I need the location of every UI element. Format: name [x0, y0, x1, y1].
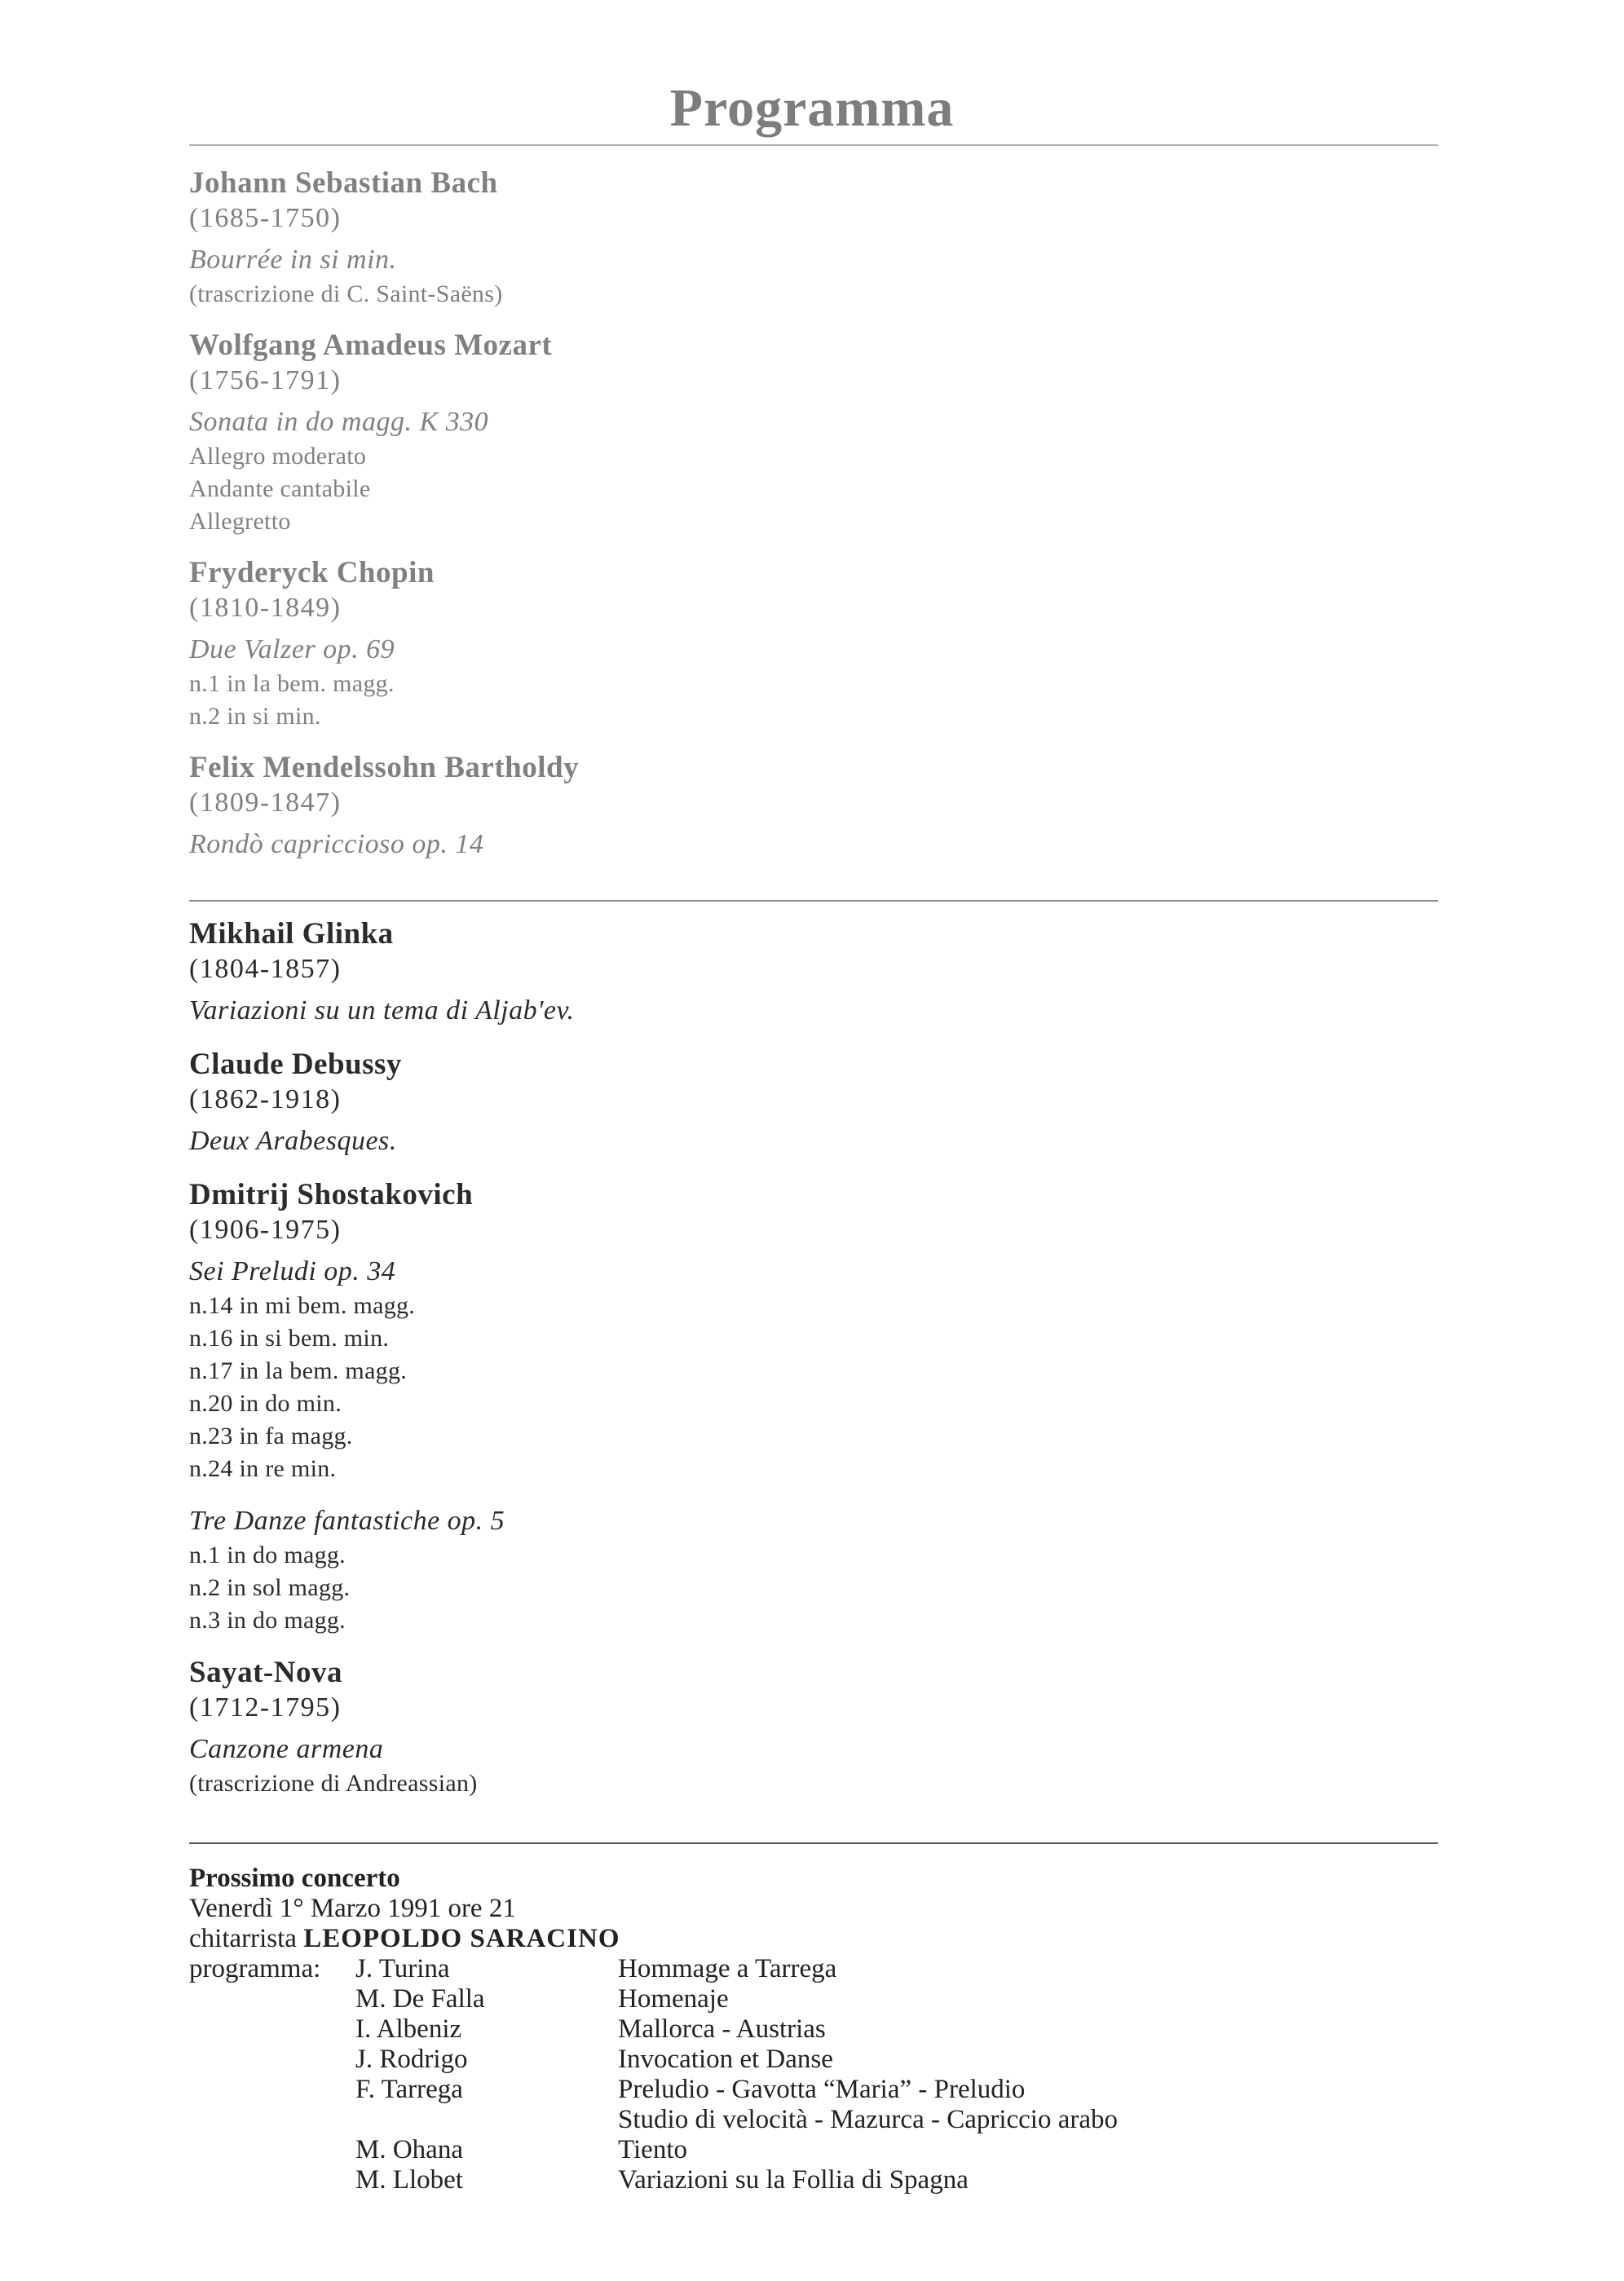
- programme-part-2: [189, 916, 1412, 1818]
- programme-row: [189, 2105, 1453, 2135]
- next-concert-performer: [189, 1924, 1453, 1954]
- next-concert-date: Venerdì 1° Marzo 1991 ore 21: [189, 1894, 516, 1923]
- divider-bottom: [189, 1842, 1438, 1844]
- programme-piece: Studio di velocità - Mazurca - Capriccio arabo: [618, 2105, 1119, 2134]
- programme-composer: J. Turina: [355, 1954, 450, 1983]
- work-title: Due Valzer op. 69: [189, 634, 395, 664]
- programme-label: programma:: [189, 1954, 321, 1983]
- composer-name: Mikhail Glinka: [189, 917, 394, 951]
- work-title: Canzone armena: [189, 1734, 384, 1764]
- work-title: Tre Danze fantastiche op. 5: [189, 1506, 505, 1536]
- composer-dates: (1756-1791): [189, 365, 342, 395]
- work-title: Deux Arabesques.: [189, 1126, 397, 1156]
- composer-name: Fryderyck Chopin: [189, 556, 435, 589]
- work-block: [189, 1123, 1412, 1159]
- programme-entry: [189, 328, 1412, 538]
- composer-name: Sayat-Nova: [189, 1656, 342, 1689]
- work-block: [189, 404, 1412, 538]
- programme-row: [189, 2135, 1453, 2165]
- composer-dates: (1712-1795): [189, 1692, 342, 1723]
- programme-part-1: [189, 165, 1412, 880]
- programme-entry: [189, 165, 1412, 311]
- divider-middle: [189, 900, 1438, 902]
- work-title: Variazioni su un tema di Aljab'ev.: [189, 995, 575, 1026]
- work-note: n.1 in la bem. magg.: [189, 670, 395, 697]
- programme-entry: [189, 1177, 1412, 1637]
- programme-piece: Tiento: [618, 2135, 687, 2164]
- work-note: n.1 in do magg.: [189, 1542, 346, 1568]
- programme-composer: M. Ohana: [355, 2135, 463, 2164]
- work-block: [189, 242, 1412, 311]
- work-note: n.17 in la bem. magg.: [189, 1357, 408, 1384]
- work-block: [189, 993, 1412, 1029]
- programme-entry: [189, 750, 1412, 863]
- programme-piece: Variazioni su la Follia di Spagna: [618, 2165, 969, 2195]
- work-note: n.16 in si bem. min.: [189, 1325, 390, 1352]
- composer-dates: (1804-1857): [189, 954, 342, 984]
- programme-piece: Mallorca - Austrias: [618, 2014, 826, 2044]
- work-title: Sonata in do magg. K 330: [189, 407, 489, 437]
- programme-entry: [189, 1047, 1412, 1159]
- composer-dates: (1862-1918): [189, 1084, 342, 1114]
- programme-row: [189, 2045, 1453, 2075]
- next-concert: [189, 1863, 1453, 2195]
- composer-name: Claude Debussy: [189, 1048, 402, 1081]
- programme-entry: [189, 555, 1412, 733]
- work-title: Sei Preludi op. 34: [189, 1256, 396, 1286]
- programme-composer: F. Tarrega: [355, 2075, 463, 2104]
- work-title: Bourrée in si min.: [189, 245, 397, 275]
- work-note: n.3 in do magg.: [189, 1607, 346, 1634]
- work-block: [189, 827, 1412, 863]
- work-note: n.2 in sol magg.: [189, 1574, 351, 1601]
- programme-row: [189, 2014, 1453, 2045]
- programme-piece: Preludio - Gavotta “Maria” - Preludio: [618, 2075, 1026, 2104]
- work-block: [189, 1732, 1412, 1800]
- programme-row: [189, 2075, 1453, 2105]
- work-title: Rondò capriccioso op. 14: [189, 829, 484, 859]
- composer-dates: (1810-1849): [189, 593, 342, 623]
- programme-composer: M. De Falla: [355, 1984, 485, 2014]
- work-note: n.23 in fa magg.: [189, 1423, 353, 1449]
- performer-name: LEOPOLDO SARACINO: [303, 1924, 620, 1953]
- composer-name: Wolfgang Amadeus Mozart: [189, 329, 553, 362]
- work-block: [189, 632, 1412, 733]
- work-note: Allegretto: [189, 508, 291, 535]
- performer-prefix: chitarrista: [189, 1924, 304, 1953]
- programme-piece: Homenaje: [618, 1984, 729, 2014]
- work-note: (trascrizione di C. Saint-Saëns): [189, 280, 503, 307]
- programme-composer: J. Rodrigo: [355, 2045, 468, 2074]
- work-block: [189, 1503, 1412, 1637]
- composer-name: Johann Sebastian Bach: [189, 166, 498, 200]
- divider-top: [189, 144, 1438, 146]
- work-note: (trascrizione di Andreassian): [189, 1770, 478, 1797]
- programme-piece: Hommage a Tarrega: [618, 1954, 837, 1983]
- composer-dates: (1809-1847): [189, 788, 342, 818]
- programme-row: [189, 1954, 1453, 1984]
- work-note: Allegro moderato: [189, 443, 367, 470]
- work-note: n.2 in si min.: [189, 703, 321, 730]
- work-note: n.24 in re min.: [189, 1455, 337, 1482]
- programme-composer: M. Llobet: [355, 2165, 463, 2195]
- composer-name: Dmitrij Shostakovich: [189, 1178, 474, 1211]
- work-note: n.14 in mi bem. magg.: [189, 1292, 416, 1319]
- programme-composer: I. Albeniz: [355, 2014, 462, 2044]
- page-title: Programma: [669, 78, 955, 138]
- programme-piece: Invocation et Danse: [618, 2045, 833, 2074]
- next-concert-heading: Prossimo concerto: [189, 1864, 400, 1893]
- programme-entry: [189, 1655, 1412, 1800]
- next-concert-programme: [189, 1954, 1453, 2195]
- work-note: n.20 in do min.: [189, 1390, 342, 1417]
- programme-row: [189, 2165, 1453, 2195]
- work-note: Andante cantabile: [189, 475, 371, 502]
- programme-entry: [189, 916, 1412, 1029]
- composer-dates: (1906-1975): [189, 1215, 342, 1245]
- programme-row: [189, 1984, 1453, 2014]
- work-block: [189, 1254, 1412, 1485]
- composer-dates: (1685-1750): [189, 203, 342, 233]
- composer-name: Felix Mendelssohn Bartholdy: [189, 751, 580, 784]
